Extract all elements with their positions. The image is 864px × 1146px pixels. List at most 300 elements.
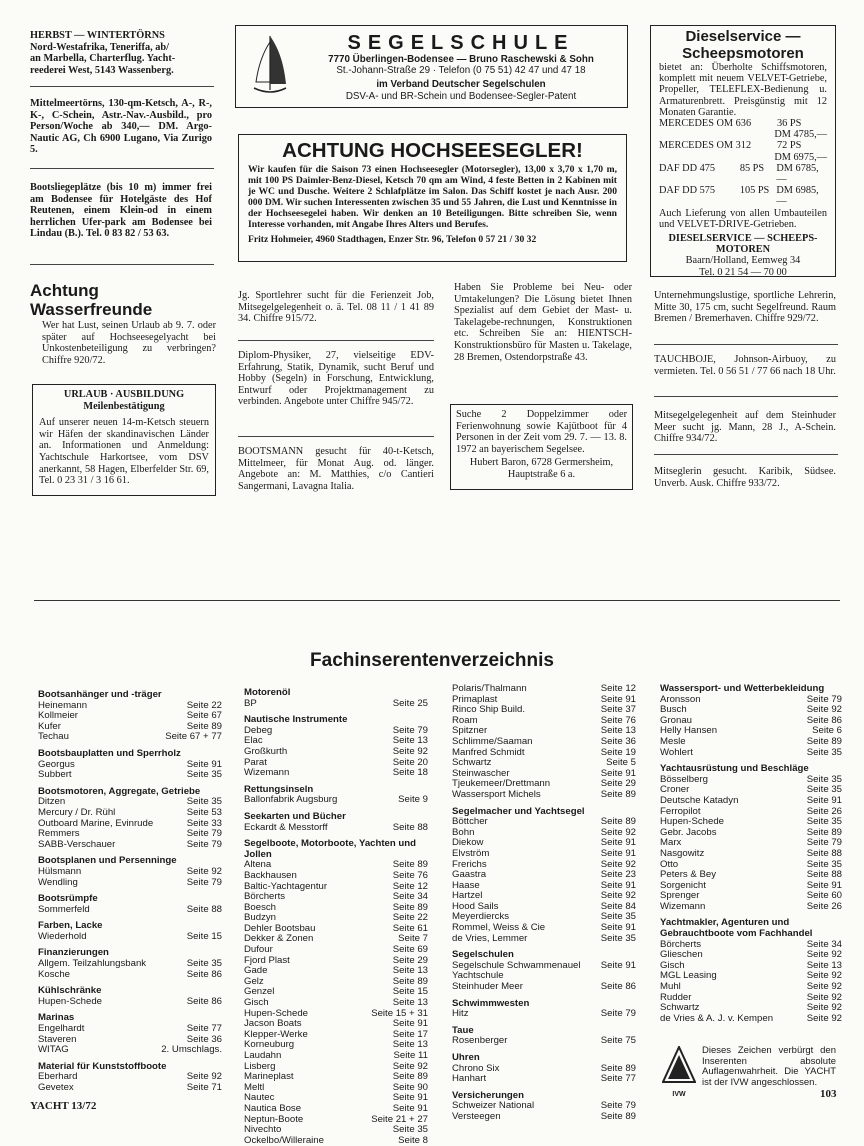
engine-name: MERCEDES OM 312 [659,140,752,152]
engine-row [659,118,827,129]
index-entry-name: Bösselberg [660,773,708,785]
index-entry-page: Seite 35 [806,746,842,758]
index-entry-page: Seite 89 [392,975,428,987]
index-entry-page: Seite 91 [392,1092,428,1104]
index-entry-name: Elvström [452,847,490,859]
index-entry-name: Wendling [38,876,78,888]
index-entry-page: Seite 79 [600,1008,636,1020]
index-entry-name: Georgus [38,758,75,770]
index-entry-name: Otto [660,858,679,870]
index-entry-page: Seite 35 [806,773,842,785]
index-entry-name: Schwartz [660,1002,700,1014]
index-entry-page: Seite 77 [600,1073,636,1085]
engine-price: DM 4785,— [774,129,827,141]
engine-row [659,140,827,151]
index-entry-page: Seite 76 [600,714,636,726]
index-column [38,690,222,1094]
index-entry-page: Seite 53 [186,806,222,818]
index-entry-page: Seite 91 [600,837,636,849]
index-entry-page: Seite 88 [806,847,842,859]
index-entry-page: Seite 71 [186,1082,222,1093]
index-section-heading: Marinas [38,1012,75,1024]
ad-tauchboje-text: TAUCHBOJE, Johnson-Airbuoy, zu vermieten. Tel. 0 56 51 / 77 66 nach 18 Uhr. [654,354,836,377]
index-entry-name: Engelhardt [38,1023,85,1035]
index-entry [452,1036,636,1047]
index-entry-page: Seite 92 [186,1071,222,1083]
index-entry-name: Ditzen [38,796,66,808]
index-entry-page: Seite 89 [600,788,636,800]
index-entry-name: Eberhard [38,1071,78,1083]
index-entry-name: Rommel, Weiss & Cie [452,922,546,934]
index-entry-page: Seite 91 [600,767,636,779]
index-entry-name: Altena [244,859,272,871]
index-section-heading: Yachtmakler, Agenturen und Gebrauchtboote vom Fachhandel [660,917,813,940]
index-entry-page: Seite 92 [806,1012,842,1024]
index-entry-page: Seite 86 [186,968,222,980]
index-entry-page: Seite 89 [392,1071,428,1083]
index-entry-page: Seite 35 [600,911,636,923]
index-entry-page: Seite 23 [600,869,636,881]
ad-achtung-title: Achtung [30,281,99,300]
ad-herbst-line: Nord-Westafrika, Teneriffa, ab/ [30,41,170,53]
index-entry-name: Hartzel [452,890,483,902]
divider [654,396,838,397]
index-section-heading: Seekarten und Bücher [244,810,346,822]
index-entry-page: Seite 92 [806,970,842,982]
index-entry-page: Seite 6 [812,725,842,737]
index-entry [38,878,222,889]
index-entry-page: Seite 91 [186,758,222,770]
index-entry-name: Rudder [660,991,692,1003]
index-entry-page: Seite 92 [806,981,842,993]
index-entry-name: Debeg [244,724,273,736]
index-entry-name: Segelschule Schwammenauel [452,959,581,971]
index-entry-name: Kufer [38,720,61,732]
divider [238,340,434,341]
index-entry-page: Seite 92 [392,1060,428,1072]
ad-sportlehrer-text: Jg. Sportlehrer sucht für die Ferienzeit Job, Mitsegelgelegenheit o. ä. Tel. 08 11 / 1 41 89 34. Chiffre 915/72. [238,290,434,325]
index-entry-page: Seite 19 [600,746,636,758]
engine-price: DM 6785,— [776,162,819,186]
index-entry-name: Schlimme/Saaman [452,735,533,747]
index-entry-name: Wizemann [244,767,290,779]
index-entry-page: Seite 89 [600,1110,636,1122]
index-entry-name: Neptun-Boote [244,1113,304,1125]
index-entry-page: Seite 61 [392,922,428,934]
ad-diesel-company: DIESELSERVICE — SCHEEPS- [668,233,818,245]
index-entry-name: Schwartz [452,757,492,769]
ad-sportlehrer [238,290,434,325]
index-entry-name: Genzel [244,986,275,998]
index-section-heading: Wassersport- und Wetterbekleidung [660,683,825,694]
index-entry-name: Busch [660,704,687,716]
index-section-heading: Nautische Instrumente [244,714,348,726]
index-entry-name: Laudahn [244,1050,282,1061]
index-entry-name: Backhausen [244,869,297,881]
index-entry-name: Klepper-Werke [244,1028,308,1040]
index-entry-page: Seite 92 [392,745,428,757]
index-entry-page: Seite 91 [806,879,842,891]
index-entry [38,1045,222,1056]
index-section-heading: Finanzierungen [38,947,109,959]
index-entry-page: Seite 88 [392,821,428,833]
index-entry-page: Seite 76 [392,869,428,881]
ad-urlaub-title: URLAUB · AUSBILDUNG [63,389,185,400]
ivw-logo-text: IVW [672,1091,686,1098]
index-entry-page: Seite 92 [600,826,636,838]
ad-hochsee-text: Wir kaufen für die Saison 73 einen Hochseesegler (Motorsegler), 13,00 x 3,70 x 1,70 m, mit 100 PS Daimler-Benz-Diesel, Ketsch 70 qm am Wind, 4 feste Betten in 2 Kabinen mit je WC und Dusche. Weitere 2 Schlafplätze im Salon. Das Schiff kostet je nach Ausr. 200 000 DM. Wir suchen Interessenten zwischen 35 und 55 Jahren, die Lust und Kenntnisse in der Hochseesegelei haben. Wir denken an 10 Beteiligungen. Bitte schreiben Sie, wenn Interesse vorhanden, mit Angabe Ihres Alters und Berufes. [248,164,617,230]
index-column [244,688,428,1146]
index-entry-page: Seite 21 + 27 [371,1113,428,1125]
ad-urlaub-subtitle: Meilenbestätigung [83,400,165,412]
divider [30,168,214,169]
engine-row [659,163,827,185]
engine-price: DM 6985,— [776,185,819,208]
index-entry-page: Seite 91 [600,847,636,859]
index-entry-name: Deutsche Katadyn [660,794,739,806]
ad-segelschule-line: DSV-A- und BR-Schein und Bodensee-Segler-Patent [345,91,577,102]
index-entry-name: Ballonfabrik Augsburg [244,794,338,806]
index-entry-page: Seite 33 [186,817,222,829]
index-entry [244,795,428,806]
index-entry-page: Seite 35 [392,1124,428,1136]
index-entry-name: Croner [660,784,690,796]
index-entry [660,737,842,748]
index-entry-name: Baltic-Yachtagentur [244,880,328,892]
index-entry-page: Seite 34 [806,938,842,950]
index-entry-page: Seite 88 [186,903,222,915]
index-section-heading: Bootsrümpfe [38,893,98,905]
index-section-heading: Bootsmotoren, Aggregate, Getriebe [38,785,201,797]
ad-herbst-line: reederei West, 5143 Wassenberg. [30,64,174,76]
ad-tauchboje [654,354,836,377]
index-entry-name: Meyerdiercks [452,911,510,923]
index-entry-name: Gade [244,965,268,977]
ad-doppelzimmer-addr: Hauptstraße 6 a. [507,468,576,480]
index-entry-name: Ockelbo/Willeraine [244,1134,324,1146]
ad-doppelzimmer [450,404,633,490]
index-entry-name: Ferropilot [660,805,701,817]
ad-herbst-title: HERBST — WINTERTÖRNS [30,30,165,41]
index-entry-name: Dekker & Zonen [244,933,314,945]
index-entry-name: Budzyn [244,912,276,924]
index-entry-page: Seite 86 [186,995,222,1007]
index-entry-name: Hupen-Schede [38,995,103,1007]
index-entry-page: Seite 13 [806,959,842,971]
index-entry-name: Helly Hansen [660,725,718,737]
index-entry-page: Seite 60 [806,890,842,902]
ad-doppelzimmer-text: Suche 2 Doppelzimmer oder Ferienwohnung sowie Kajütboot für 4 Personen in der Zeit vom 29. 7. — 13. 8. 1972 an bayerischem Segelsee. [456,409,627,455]
index-entry [244,823,428,834]
ad-segelschule-title: SEGELSCHULE [347,32,575,54]
index-entry-page: Seite 86 [806,714,842,726]
index-entry-name: Mercury / Dr. Rühl [38,806,116,818]
index-entry-page: Seite 92 [186,865,222,877]
index-entry [244,768,428,779]
index-entry [452,1009,636,1020]
sailboat-logo [250,32,290,100]
index-entry-page: Seite 90 [392,1081,428,1093]
index-entry [452,1074,636,1085]
index-column [452,684,636,1123]
index-entry-page: Seite 13 [392,735,428,747]
index-section-heading: Bootsbauplatten und Sperrholz [38,747,181,759]
index-entry-page: Seite 91 [600,922,636,934]
index-entry [660,748,842,759]
index-entry-page: Seite 89 [806,735,842,747]
index-entry-page: Seite 35 [806,816,842,828]
index-entry-page: Seite 36 [600,735,636,747]
index-entry-page: Seite 79 [806,693,842,705]
index-entry-name: Manfred Schmidt [452,746,525,758]
index-entry-page: Seite 92 [806,949,842,961]
index-entry-name: Tjeukemeer/Drettmann [452,778,551,790]
index-entry-page: Seite 25 [392,697,428,709]
divider [238,436,434,437]
index-entry-page: Seite 12 [392,880,428,892]
index-entry [452,684,636,695]
index-entry-name: Yachtschule [452,970,504,982]
index-entry-name: Hupen-Schede [244,1007,309,1019]
index-entry-page: Seite 89 [392,859,428,871]
ad-hochsee-title: ACHTUNG HOCHSEESEGLER! [282,139,583,162]
index-entry [660,796,842,807]
index-entry-name: Sprenger [660,890,700,902]
index-entry-name: Meltl [244,1081,265,1093]
index-entry [38,867,222,878]
index-entry [452,849,636,860]
index-top-rule [34,600,840,601]
index-entry-page: Seite 7 [398,933,428,945]
index-entry-name: MGL Leasing [660,970,717,982]
index-entry-page: Seite 37 [600,704,636,716]
ad-mitseglerin [654,466,836,489]
index-entry-page: Seite 91 [600,693,636,705]
index-entry [660,849,842,860]
ivw-text: Dieses Zeichen verbürgt den Inserenten absolute Auflagenwahrheit. Die YACHT ist der IVW angeschlossen. [702,1045,836,1088]
index-entry-page: Seite 22 [392,912,428,924]
ad-probleme [454,282,632,363]
index-section-heading: Kühlschränke [38,985,102,997]
index-entry-page: Seite 34 [392,891,428,903]
index-entry-name: Dehler Bootsbau [244,922,316,934]
index-entry-name: Hood Sails [452,900,499,912]
index-entry-name: Nautec [244,1092,275,1104]
index-entry-name: Sorgenicht [660,879,706,891]
index-entry-name: Polaris/Thalmann [452,683,527,694]
index-entry-name: Frerichs [452,858,487,870]
index-entry-name: Haase [452,879,480,891]
index-entry-name: Hitz [452,1008,469,1020]
index-section-heading: Yachtausrüstung und Beschläge [660,763,809,775]
index-entry-page: Seite 18 [392,767,428,779]
ivw-logo [662,1046,696,1098]
index-entry [38,770,222,781]
index-entry [38,808,222,819]
index-entry-page: Seite 26 [806,805,842,817]
ad-mitseglerin-text: Mitseglerin gesucht. Karibik, Südsee. Unverb. Ausk. Chiffre 933/72. [654,466,836,489]
index-entry-page: Seite 89 [392,901,428,913]
index-entry-name: Fjord Plast [244,954,290,966]
index-entry [38,840,222,851]
index-entry-name: Böttcher [452,816,488,828]
index-entry-name: Allgem. Teilzahlungsbank [38,958,147,970]
page-number: 103 [820,1088,837,1100]
index-entry-name: Eckardt & Messtorff [244,821,328,833]
index-entry [660,902,842,913]
index-entry-page: Seite 89 [600,1062,636,1074]
index-entry-name: Hanhart [452,1073,487,1085]
index-entry-name: Parat [244,756,267,768]
index-entry-name: Dufour [244,944,273,956]
index-entry-page: Seite 79 [392,724,428,736]
ad-mittelmeer [30,98,212,156]
index-entry-page: Seite 89 [186,720,222,732]
index-entry [244,1136,428,1146]
index-entry [244,1051,428,1062]
index-entry [452,737,636,748]
index-entry-name: Subbert [38,769,72,781]
index-entry-page: Seite 22 [186,699,222,711]
index-entry-name: Nivechto [244,1124,282,1136]
index-entry-name: Steinwascher [452,767,510,779]
engine-ps: 105 PS [739,185,770,197]
ad-herbst-line: an Marbella, Charterflug. Yacht- [30,53,176,65]
index-entry-page: Seite 36 [186,1033,222,1045]
index-entry [244,1125,428,1136]
index-entry [38,932,222,943]
index-entry-page: Seite 77 [186,1023,222,1035]
ad-mittelmeer-text: Mittelmeertörns, 130-qm-Ketsch, A-, R-, K-, C-Schein, Astr.-Nav.-Ausbild., pro Person/Woche ab 340,— DM. Argo-Nautic AG, Ch 6900 Lugano, Via Zurigo 5. [30,98,212,156]
index-entry-page: Seite 15 [186,930,222,942]
index-entry-name: Wizemann [660,900,706,912]
index-entry-name: Glieschen [660,949,703,961]
engine-row [659,185,827,207]
index-section-heading: Taue [452,1024,474,1036]
ad-diesel-title: Scheepsmotoren [682,45,804,62]
divider [654,344,838,345]
ad-achtung-wasser [30,282,216,366]
index-entry-name: Rosenberger [452,1035,508,1047]
index-entry-name: Mesle [660,735,686,747]
index-entry-page: Seite 11 [393,1050,428,1061]
index-entry-page: Seite 67 [186,710,222,722]
index-entry-name: Elac [244,735,263,747]
index-entry-page: Seite 9 [398,794,428,806]
index-section-heading: Segelboote, Motorboote, Yachten und Jollen [244,838,416,860]
ad-diesel-addr: Baarn/Holland, Eemweg 34 [685,255,801,267]
index-entry-page: Seite 20 [392,756,428,768]
index-entry-name: Börcherts [660,938,702,950]
index-section-heading: Versicherungen [452,1089,524,1101]
index-entry-name: Boesch [244,901,276,913]
index-entry-name: Kollmeier [38,710,78,722]
ad-hochsee-footer: Fritz Hohmeier, 4960 Stadthagen, Enzer Str. 96, Telefon 0 57 21 / 30 32 [248,234,537,245]
index-entry-name: Chrono Six [452,1062,500,1074]
index-entry-name: Wassersport Michels [452,788,541,800]
index-entry-page: Seite 13 [600,725,636,737]
index-entry-name: Muhl [660,981,681,993]
index-entry-name: Jacson Boats [244,1018,302,1030]
index-entry-page: Seite 79 [186,838,222,850]
index-entry-name: Börcherts [244,891,286,903]
index-entry-page: 2. Umschlags. [161,1044,222,1056]
index-entry [452,934,636,945]
index-entry-name: Aronsson [660,693,701,705]
index-entry-page: Seite 67 + 77 [165,731,222,743]
index-entry-page: Seite 92 [806,704,842,716]
index-entry-name: Primaplast [452,693,498,705]
ad-diesel-tel: Tel. 0 21 54 — 70 00 [699,266,787,278]
index-entry-name: Lisberg [244,1060,276,1072]
divider [654,454,838,455]
index-entry [660,1014,842,1025]
index-entry-name: Outboard Marine, Evinrude [38,817,154,829]
index-entry-name: Bohn [452,826,475,838]
index-entry-page: Seite 35 [806,784,842,796]
index-entry [244,747,428,758]
index-entry-page: Seite 8 [398,1134,428,1146]
index-entry-page: Seite 29 [600,778,636,790]
ad-diplom [238,350,434,408]
index-entry [244,699,428,710]
engine-name: DAF DD 575 [659,185,716,197]
engine-ps: 85 PS [739,162,765,174]
index-entry-name: Spitzner [452,725,488,737]
index-entry-name: Remmers [38,828,80,840]
ad-diplom-text: Diplom-Physiker, 27, vielseitige EDV-Erfahrung, Statik, Dynamik, sucht Beruf und Hobby (Segeln) in Forschung, Entwicklung, Entwurf oder Projektmanagement zu verbinden. Angebote unter Chiffre 945/72. [238,350,434,408]
ad-urlaub [32,384,216,496]
ivw-icon [662,1046,696,1086]
index-entry-page: Seite 79 [186,876,222,888]
index-entry-name: Gisch [660,959,685,971]
index-entry-page: Seite 35 [806,858,842,870]
engine-price: DM 6975,— [774,151,827,163]
index-entry-page: Seite 35 [186,769,222,781]
index-entry-name: SABB-Verschauer [38,838,116,850]
index-entry-page: Seite 75 [600,1035,636,1047]
index-title: Fachinserentenverzeichnis [310,650,554,671]
index-entry [38,732,222,743]
index-entry-name: Nautica Bose [244,1102,302,1114]
index-entry-name: Heinemann [38,699,88,711]
ad-segelschule-line: St.-Johann-Straße 29 · Telefon (0 75 51) 42 47 und 47 18 [336,65,586,76]
ad-segelschule-line: im Verband Deutscher Segelschulen [376,79,546,90]
index-entry-page: Seite 35 [186,796,222,808]
index-entry [244,1104,428,1115]
index-entry-page: Seite 13 [392,965,428,977]
index-entry-name: Gisch [244,997,269,1009]
ad-urlaub-text: Auf unserer neuen 14-m-Ketsch steuern wir Häfen der skandinavischen Länder an. Informationen und Anmeldung: Yachtschule Harkortsee, vom DSV anerkannt, 58 Hagen, Elberfelder Str. 69, Tel. 0 23 31 / 3 16 61. [39,417,209,487]
ad-probleme-text: Haben Sie Probleme bei Neu- oder Umtakelungen? Die Lösung bietet Ihnen Spezialist auf dem Gebiet der Mast- u. Takelagebe-rechnungen, Konstruktionen etc. Schreiben Sie an: HIENTSCH-Konstruktionsbüro für Masten u. Takelage, 28 Bremen, Ostendorpstraße 43. [454,282,632,363]
index-entry-page: Seite 91 [392,1018,428,1030]
ad-herbst [30,30,212,76]
index-entry-name: Gebr. Jacobs [660,826,717,838]
index-entry-name: BP [244,697,257,709]
index-entry-page: Seite 13 [392,1039,428,1051]
index-entry-name: de Vries & A. J. v. Kempen [660,1012,774,1024]
index-entry-page: Seite 84 [600,900,636,912]
index-entry-page: Seite 15 + 31 [371,1007,428,1019]
divider [30,86,214,87]
index-entry-page: Seite 26 [806,900,842,912]
index-entry-name: Diekow [452,837,484,849]
index-entry-name: Techau [38,731,69,743]
ad-achtung-text: Wer hat Lust, seinen Urlaub ab 9. 7. oder später auf Hochseesegelyacht bei Unkostenbeteiligung zu verbringen? Chiffre 920/72. [42,320,216,366]
index-entry-name: Hupen-Schede [660,816,725,828]
index-entry-page: Seite 91 [806,794,842,806]
index-entry-page: Seite 79 [806,837,842,849]
